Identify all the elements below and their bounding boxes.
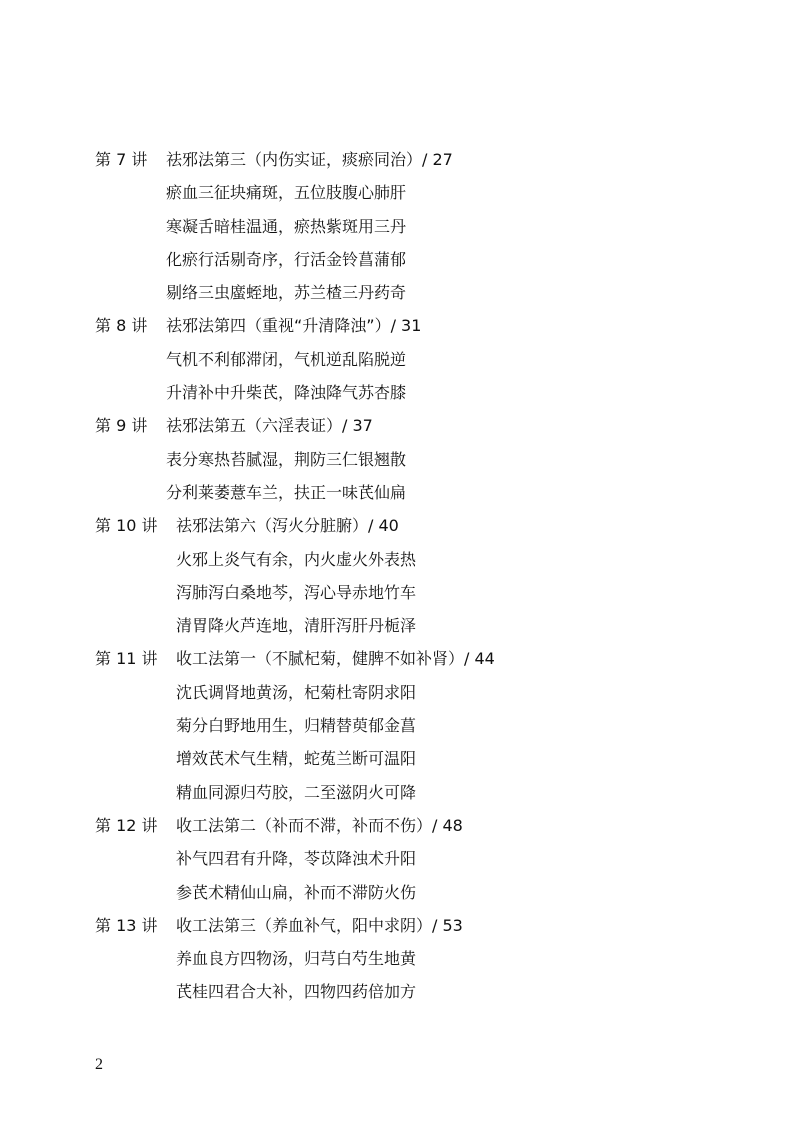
lecture-number: 第 10 讲 [95, 516, 158, 536]
verse-line: 剔络三虫䗪蛭地，苏兰楂三丹药奇 [166, 283, 407, 303]
toc-entry-lecture-13 [95, 909, 775, 942]
verse-line: 化瘀行活剔奇序，行活金铃菖蒲郁 [166, 249, 407, 269]
lecture-title: 祛邪法第四（重视“升清降浊”）/ 31 [166, 316, 422, 336]
lecture-title: 收工法第三（养血补气，阳中求阴）/ 53 [176, 915, 463, 935]
verse-line: 泻肺泻白桑地芩，泻心导赤地竹车 [176, 582, 417, 602]
toc-entry-lecture-10 [95, 509, 775, 542]
page-number: 2 [95, 1056, 103, 1073]
toc-entry-lecture-8 [95, 309, 775, 342]
verse-line: 火邪上炎气有余，内火虚火外表热 [176, 549, 417, 569]
verse-line: 精血同源归芍胶，二至滋阴火可降 [176, 782, 417, 802]
lecture-title: 收工法第一（不腻杞菊，健脾不如补肾）/ 44 [176, 649, 495, 669]
lecture-title: 祛邪法第三（内伤实证，痰瘀同治）/ 27 [166, 150, 453, 169]
verse-line: 分利莱萎薏车兰，扶正一味芪仙扁 [166, 482, 407, 502]
lecture-number: 第 13 讲 [95, 915, 158, 935]
lecture-title: 祛邪法第五（六淫表证）/ 37 [166, 416, 373, 436]
verse-line: 芪桂四君合大补，四物四药倍加方 [176, 982, 417, 1002]
toc-entry-lecture-9 [95, 409, 775, 442]
verse-line: 升清补中升柴芪，降浊降气苏杏膝 [166, 383, 407, 403]
verse-line: 气机不利郁滞闭，气机逆乱陷脱逆 [166, 349, 407, 369]
verse-line: 瘀血三征块痛斑，五位肢腹心肺肝 [166, 183, 407, 203]
verse-line: 沈氏调肾地黄汤，杞菊杜寄阴求阳 [176, 682, 417, 702]
table-of-contents [95, 143, 775, 1009]
toc-entry-lecture-12 [95, 809, 775, 842]
verse-line: 清胃降火芦连地，清肝泻肝丹栀泽 [176, 616, 417, 636]
lecture-title: 收工法第二（补而不滞，补而不伤）/ 48 [176, 815, 463, 835]
verse-line: 养血良方四物汤，归芎白芍生地黄 [176, 949, 417, 969]
toc-entry-lecture-7 [95, 143, 775, 176]
lecture-number: 第 7 讲 [95, 150, 148, 169]
verse-line: 寒凝舌暗桂温通，瘀热紫斑用三丹 [166, 216, 407, 236]
verse-line: 参芪术精仙山扁，补而不滞防火伤 [176, 882, 417, 902]
toc-entry-lecture-11 [95, 642, 775, 675]
verse-line: 表分寒热苔腻湿，荆防三仁银翘散 [166, 449, 407, 469]
lecture-number: 第 9 讲 [95, 416, 148, 436]
verse-line: 增效芪术气生精，蛇菟兰断可温阳 [176, 749, 417, 769]
verse-line: 菊分白野地用生，归精替萸郁金菖 [176, 716, 417, 736]
lecture-number: 第 8 讲 [95, 316, 148, 336]
lecture-number: 第 11 讲 [95, 649, 158, 669]
lecture-number: 第 12 讲 [95, 815, 158, 835]
verse-line: 补气四君有升降，苓苡降浊术升阳 [176, 849, 417, 869]
lecture-title: 祛邪法第六（泻火分脏腑）/ 40 [176, 516, 399, 536]
